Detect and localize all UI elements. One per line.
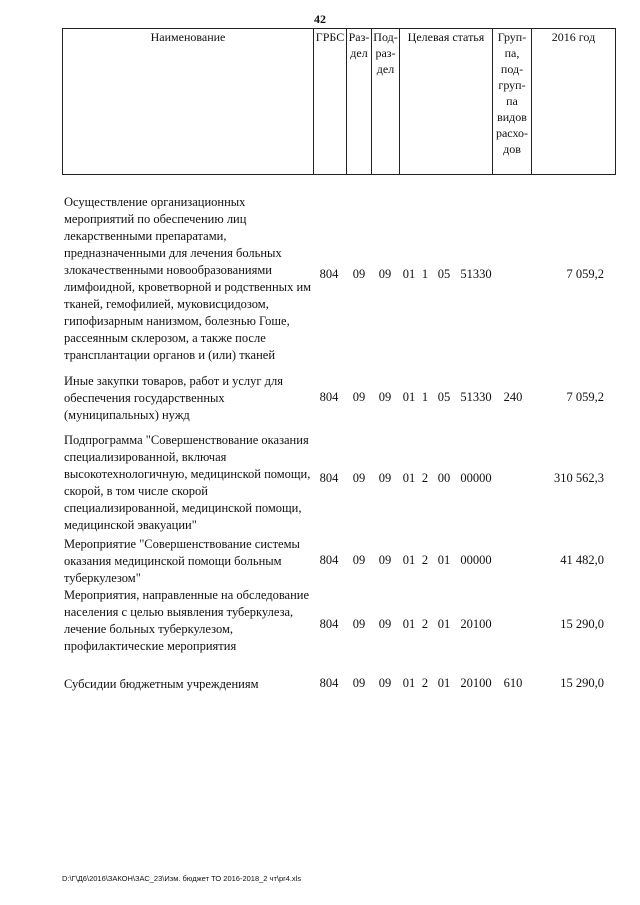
header-podrazdel xyxy=(372,29,399,77)
row-name: Субсидии бюджетным учреждениям xyxy=(64,677,259,691)
header-col-divider xyxy=(615,28,616,174)
row-razdel: 09 xyxy=(352,553,366,567)
row-podrazdel: 09 xyxy=(378,676,392,690)
row-name: Осуществление организационных мероприятий по обеспечению лиц лекарственными препаратами, предназначенными для лечения больных злокачественными новообразованиями лимфоидной, кроветворной и родственных им тканей, гемофилией, муковисцидозом, гипофизарным нанизмом, болезнью Гоше, рассеянным склерозом, а также после трансплантации органов и (или) тканей xyxy=(64,195,312,362)
row-target-direction: 51330 xyxy=(460,390,492,404)
row-podrazdel: 09 xyxy=(378,553,392,567)
header-group-line: груп- xyxy=(498,78,526,92)
row-podrazdel: 09 xyxy=(378,617,392,631)
row-name: Мероприятие "Совершенствование системы оказания медицинской помощи больным туберкулезом" xyxy=(64,537,300,585)
row-grbs: 804 xyxy=(319,553,339,567)
row-target-subprogram: 2 xyxy=(421,676,429,690)
header-group-line: дов xyxy=(503,142,521,156)
header-podrazdel-line: раз- xyxy=(375,46,396,60)
header-razdel-line: дел xyxy=(350,46,368,60)
row-razdel: 09 xyxy=(352,471,366,485)
row-target-program: 01 xyxy=(402,267,416,281)
row-target-program: 01 xyxy=(402,390,416,404)
row-target-subprogram: 2 xyxy=(421,553,429,567)
header-podrazdel-line: дел xyxy=(376,62,395,76)
header-col-divider xyxy=(62,28,63,174)
row-target-program: 01 xyxy=(402,471,416,485)
row-name: Иные закупки товаров, работ и услуг для обеспечения государственных (муниципальных) нужд xyxy=(64,374,284,422)
header-group-line: па, xyxy=(504,46,520,60)
header-group-line: па xyxy=(506,94,518,108)
row-expense-type: 610 xyxy=(503,676,523,690)
row-amount: 7 059,2 xyxy=(566,390,604,404)
row-razdel: 09 xyxy=(352,390,366,404)
row-target-direction: 00000 xyxy=(460,553,492,567)
header-razdel xyxy=(347,29,371,61)
header-group-line: видов xyxy=(497,110,527,124)
row-target-direction: 20100 xyxy=(460,617,492,631)
row-target-subprogram: 2 xyxy=(421,617,429,631)
file-path-footer: D:\Г\Д6\2016\ЗАКОН\ЗАС_23\Изм. бюджет ТО 2016-2018_2 чт\pr4.xls xyxy=(62,874,302,883)
row-amount: 310 562,3 xyxy=(554,471,604,485)
row-podrazdel: 09 xyxy=(378,267,392,281)
header-name: Наименование xyxy=(150,30,226,44)
row-target-event: 01 xyxy=(437,617,451,631)
row-target-subprogram: 2 xyxy=(421,471,429,485)
header-podrazdel-line: Под- xyxy=(373,30,398,44)
row-target-program: 01 xyxy=(402,617,416,631)
row-target-event: 05 xyxy=(437,390,451,404)
row-grbs: 804 xyxy=(319,676,339,690)
header-group-line: Груп- xyxy=(497,30,527,44)
row-target-subprogram: 1 xyxy=(421,267,429,281)
row-podrazdel: 09 xyxy=(378,390,392,404)
header-year: 2016 год xyxy=(551,30,596,44)
header-group-line: под- xyxy=(500,62,524,76)
row-target-program: 01 xyxy=(402,553,416,567)
row-target-subprogram: 1 xyxy=(421,390,429,404)
header-col-divider xyxy=(313,28,314,174)
header-grbs: ГРБС xyxy=(315,30,345,44)
row-razdel: 09 xyxy=(352,267,366,281)
row-amount: 15 290,0 xyxy=(560,676,604,690)
page-number: 42 xyxy=(314,12,326,26)
row-grbs: 804 xyxy=(319,390,339,404)
row-razdel: 09 xyxy=(352,617,366,631)
row-grbs: 804 xyxy=(319,471,339,485)
header-group xyxy=(493,29,531,157)
row-amount: 7 059,2 xyxy=(566,267,604,281)
row-expense-type: 240 xyxy=(503,390,523,404)
header-col-divider xyxy=(531,28,532,174)
header-bottom-border xyxy=(62,174,616,175)
row-target-program: 01 xyxy=(402,676,416,690)
row-grbs: 804 xyxy=(319,617,339,631)
row-name: Мероприятия, направленные на обследование населения с целью выявления туберкулеза, лечение больных туберкулезом, профилактические мероприятия xyxy=(64,588,310,653)
header-target: Целевая статья xyxy=(407,30,485,44)
row-target-direction: 00000 xyxy=(460,471,492,485)
row-grbs: 804 xyxy=(319,267,339,281)
row-podrazdel: 09 xyxy=(378,471,392,485)
row-target-direction: 20100 xyxy=(460,676,492,690)
header-group-line: расхо- xyxy=(495,126,529,140)
row-razdel: 09 xyxy=(352,676,366,690)
row-target-event: 01 xyxy=(437,553,451,567)
row-name: Подпрограмма "Совершенствование оказания специализированной, включая высокотехнологичную, медицинской помощи, скорой, в том числе скорой специализированной, медицинской помощи, медицинской эвакуации" xyxy=(64,433,311,532)
header-col-divider xyxy=(399,28,400,174)
row-target-event: 00 xyxy=(437,471,451,485)
header-razdel-line: Раз- xyxy=(348,30,370,44)
row-target-event: 05 xyxy=(437,267,451,281)
row-amount: 41 482,0 xyxy=(560,553,604,567)
row-target-event: 01 xyxy=(437,676,451,690)
row-target-direction: 51330 xyxy=(460,267,492,281)
row-amount: 15 290,0 xyxy=(560,617,604,631)
